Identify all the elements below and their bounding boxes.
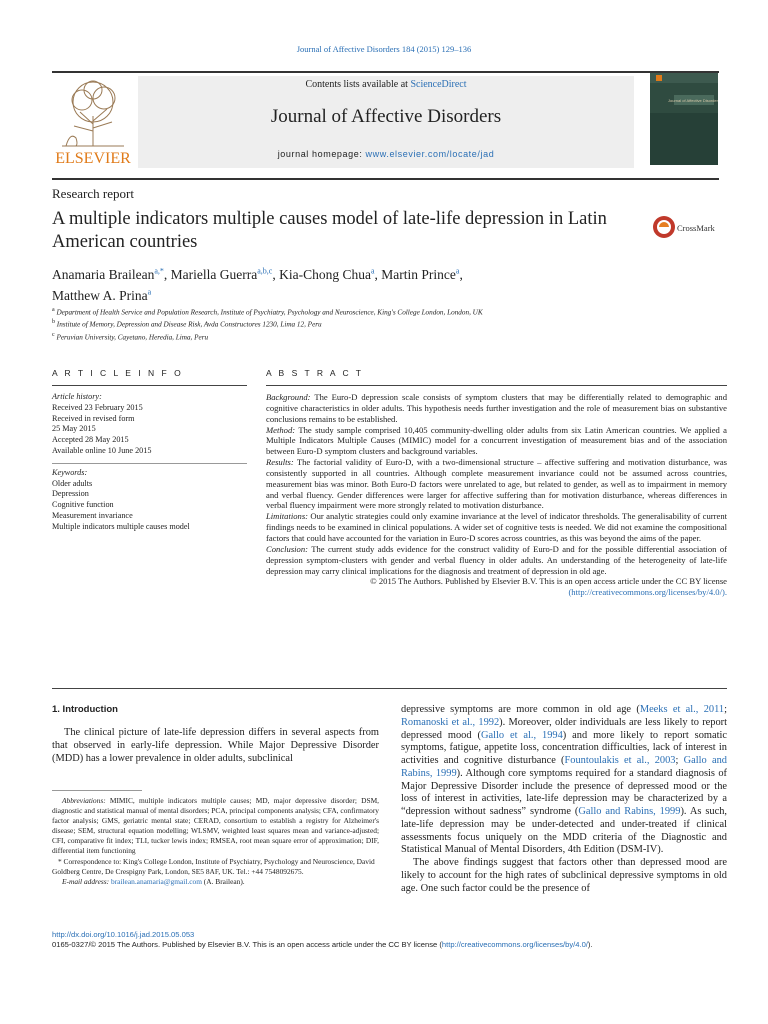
journal-masthead bbox=[138, 76, 634, 168]
intro-paragraph: The clinical picture of late-life depression differs in several aspects from that observed in early-life depression. While Major Depressive Disorder (MDD) has a lower prevalence in older adults, subclinical bbox=[52, 727, 379, 764]
history-item: Available online 10 June 2015 bbox=[52, 445, 152, 455]
article-info-rule bbox=[52, 385, 247, 386]
citation-link[interactable]: Gallo et al., 1994 bbox=[480, 729, 563, 741]
homepage-link[interactable]: www.elsevier.com/locate/jad bbox=[365, 149, 495, 159]
history-item: Received in revised form bbox=[52, 413, 135, 423]
info-divider bbox=[52, 463, 247, 464]
page-footer bbox=[52, 930, 722, 950]
keyword: Cognitive function bbox=[52, 500, 114, 510]
header-rule bbox=[52, 71, 719, 73]
elsevier-logo bbox=[52, 76, 134, 166]
contents-prefix: Contents lists available at bbox=[305, 79, 411, 90]
abstract-rule bbox=[266, 385, 727, 386]
citation-link[interactable]: Fountoulakis et al., 2003 bbox=[564, 755, 676, 766]
history-label: Article history: bbox=[52, 392, 102, 401]
abstract-background: Background: The Euro-D depression scale consists of symptom clusters that may be differentially related to demographic and cognitive characteristics in older adults. This hypothesis needs further investigation and the role of measurement bias on substantive conclusions remains to be established. bbox=[266, 392, 727, 424]
article-type: Research report bbox=[52, 186, 134, 201]
body-left-column bbox=[52, 704, 379, 765]
footnotes bbox=[52, 796, 379, 887]
abstract-method: Method: The study sample comprised 10,405 community-dwelling older adults from six Latin American countries. We applied a Multiple Indicators Multiple Causes (MIMIC) model for a concurrent investigation of measurement bias and of the association between Euro-D symptom clusters and background variables. bbox=[266, 424, 727, 457]
keyword: Measurement invariance bbox=[52, 510, 133, 520]
citation-link[interactable]: Gallo and Rabins, 1999 bbox=[401, 755, 727, 779]
homepage-prefix: journal homepage: bbox=[277, 149, 366, 159]
license-link[interactable]: (http://creativecommons.org/licenses/by/4.0/). bbox=[568, 587, 727, 598]
contents-line bbox=[138, 79, 634, 90]
abstract-results: Results: The factorial validity of Euro-D, with a two-dimensional structure – affective suffering and motivation disturbance, was consistently supported in all countries. Although complete measurement invariance could not be assumed across countries, measurement bias was minor. Both Euro-D factors were unrelated to age, but related to gender, as well as to impairment in memory and verbal fluency. Gender differences were larger for affective suffering than for motivation disturbance, whereas differences in verbal fluency impairment were more strongly related to motivation disturbance. bbox=[266, 457, 727, 511]
author[interactable]: Matthew A. Prina$^a$ bbox=[52, 287, 152, 303]
journal-homepage bbox=[138, 149, 634, 159]
citation-link[interactable]: Gallo and Rabins, 1999 bbox=[578, 806, 681, 817]
author[interactable]: Martin Prince$^a$, bbox=[381, 266, 463, 282]
section-heading: 1. Introduction bbox=[52, 704, 118, 715]
issn-license: 0165-0327/© 2015 The Authors. Published by Elsevier B.V. This is an open access article under the CC BY license (http://creativecommons.org/licenses/by/4.0/). bbox=[52, 940, 593, 949]
correspondence-footnote: * Correspondence to: King's College London, Institute of Psychiatry, Psychology and Neuroscience, David Goldberg Centre, De Crespigny Park, London, SE5 8AF, UK. Tel.: +44 7548092675. bbox=[52, 857, 375, 877]
history-item: Received 23 February 2015 bbox=[52, 402, 143, 412]
abstract-heading: A B S T R A C T bbox=[266, 368, 364, 378]
intro-paragraph-continued: depressive symptoms are more common in old age (Meeks et al., 2011; Romanoski et al., 1992). Moreover, older individuals are less likely to report depressed mood (Gallo et al., 1994) and more likely to report somatic symptoms, fatigue, appetite loss, concentration difficulties, lack of interest in activities and cognitive disturbance (Fountoulakis et al., 2003; Gallo and Rabins, 1999). Although core symptoms required for a standard diagnosis of Major Depressive Disorder include the presence of depressed mood or the loss of interest in activities, late-life depression may be characterized by a “depression without sadness” syndrome (Gallo and Rabins, 1999). As such, late-life depression may be under-detected and under-treated if clinical assessments focus uniquely on the MDD criteria of the Diagnostic and Statistical Manual of Mental Disorders, 4th Edition (DSM-IV). bbox=[401, 704, 728, 856]
affiliation: $^b$ Institute of Memory, Depression and Disease Risk, Avda Constructores 1230, Lima 12, Peru bbox=[52, 319, 322, 329]
journal-title: Journal of Affective Disorders bbox=[270, 106, 502, 127]
author[interactable]: Kia-Chong Chua$^a$, bbox=[279, 266, 382, 282]
author-list bbox=[52, 262, 612, 305]
article-info-heading: A R T I C L E I N F O bbox=[52, 368, 184, 378]
author[interactable]: Mariella Guerra$^{a,b,c}$, bbox=[170, 266, 280, 282]
abstract-body bbox=[266, 392, 727, 598]
email-footnote: E-mail address: brailean.anamaria@gmail.com (A. Brailean). bbox=[62, 877, 245, 887]
abstract-bottom-rule bbox=[52, 688, 727, 689]
citation-link[interactable]: Meeks et al., 2011 bbox=[639, 704, 725, 715]
masthead-bottom-rule bbox=[52, 178, 719, 180]
abstract-limitations: Limitations: Our analytic strategies could only examine invariance at the level of indicator thresholds. The generalisability of current findings needs to be examined in clinical populations. A wider set of cognitive tests is needed. We did not examine the compositional factors that could have accounted for the variation in Euro-D scores across countries, as this was beyond the aims of the paper. bbox=[266, 511, 727, 543]
affiliation: $^a$ Department of Health Service and Population Research, Institute of Psychiatry, Psychology and Neuroscience, King's College London, London, UK bbox=[52, 307, 483, 317]
keyword: Older adults bbox=[52, 478, 93, 488]
journal-reference[interactable]: Journal of Affective Disorders 184 (2015) 129–136 bbox=[296, 44, 472, 54]
article-title: A multiple indicators multiple causes model of late-life depression in Latin American countries bbox=[52, 209, 607, 252]
history-item: Accepted 28 May 2015 bbox=[52, 435, 129, 445]
second-paragraph: The above findings suggest that factors other than depressed mood are likely to account for the high rates of subclinical depressive symptoms in old age. One such factor could be the presence of bbox=[401, 857, 727, 894]
crossmark-badge[interactable] bbox=[652, 213, 732, 243]
body-right-column bbox=[401, 704, 727, 895]
sciencedirect-link[interactable]: ScienceDirect bbox=[410, 79, 467, 90]
keyword: Depression bbox=[52, 489, 89, 499]
journal-cover-image bbox=[650, 73, 718, 165]
history-item: 25 May 2015 bbox=[52, 424, 96, 434]
email-link[interactable]: brailean.anamaria@gmail.com bbox=[111, 877, 202, 887]
abstract-conclusion: Conclusion: The current study adds evidence for the construct validity of Euro-D and for the possible differential association of depression symptom-clusters with gender and verbal fluency in older adults. An understanding of the heterogeneity of late-life depression may carry clinical implications for the diagnosis and treatment of depression in old age. bbox=[266, 543, 727, 576]
affiliations bbox=[52, 305, 672, 342]
crossmark-label: CrossMark bbox=[677, 223, 715, 233]
abstract-license: © 2015 The Authors. Published by Elsevier B.V. This is an open access article under the CC BY license (http://creativecommons.org/licenses/by/4.0/). bbox=[370, 576, 727, 598]
elsevier-logo-text: ELSEVIER bbox=[55, 150, 131, 166]
abbreviations-footnote: Abbreviations: MIMIC, multiple indicators multiple causes; MD, major depressive disorder; DSM, diagnostic and statistical manual of mental disorders; PCA, principal components analysis; CFA, confirmatory factor analysis; GMS, geriatric mental state; CERAD, consortium to establish a registry for Alzheimer's disease; SEM, structural equation modelling; WLSMV, weighted least squares mean and variance-adjusted; CFI, comparative fit index; TLI, tucker lewis index; RMSEA, root mean square error of approximation; DIF, differential item functioning bbox=[52, 796, 379, 855]
footnote-rule bbox=[52, 790, 142, 791]
article-info bbox=[52, 392, 247, 533]
affiliation: $^c$ Peruvian University, Cayetano, Heredia, Lima, Peru bbox=[52, 331, 209, 342]
keyword: Multiple indicators multiple causes model bbox=[52, 521, 190, 531]
doi-link[interactable]: http://dx.doi.org/10.1016/j.jad.2015.05.053 bbox=[52, 930, 195, 939]
footer-license-link[interactable]: http://creativecommons.org/licenses/by/4.0/ bbox=[441, 940, 588, 949]
citation-link[interactable]: Romanoski et al., 1992 bbox=[401, 716, 500, 728]
cover-title: Journal of Affective Disorders bbox=[668, 98, 718, 103]
keywords-label: Keywords: bbox=[52, 467, 88, 477]
author[interactable]: Anamaria Brailean$^{a,*}$, bbox=[52, 266, 171, 282]
